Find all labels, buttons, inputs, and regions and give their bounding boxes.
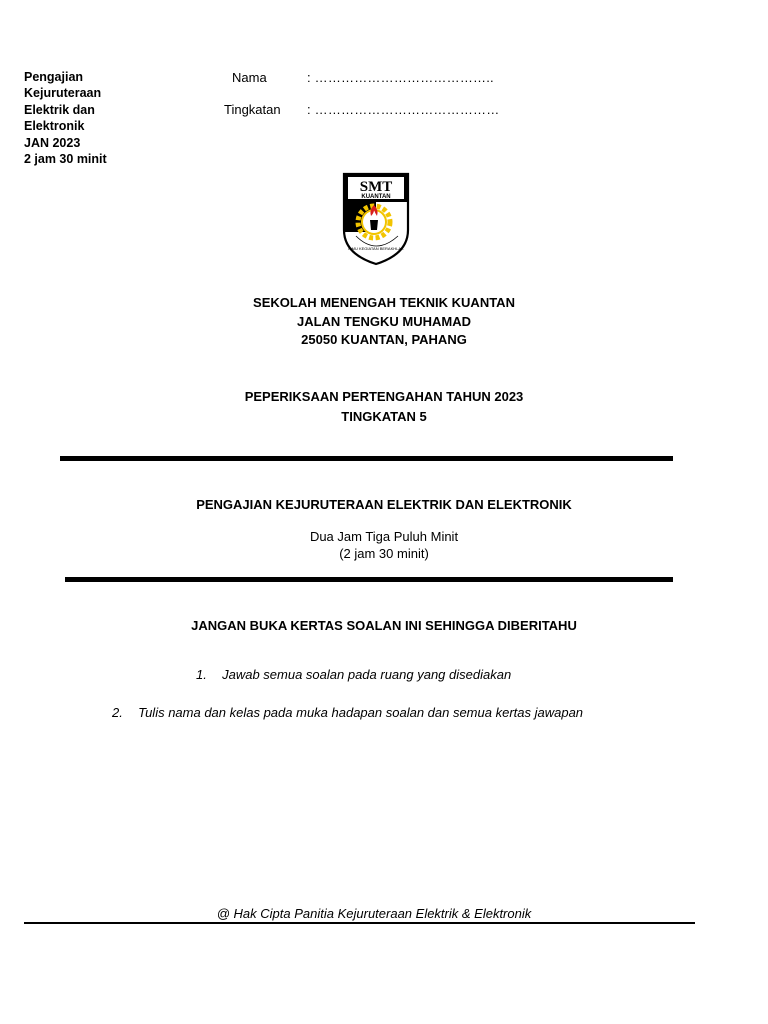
exam-form: TINGKATAN 5 <box>341 409 427 424</box>
school-postcode: 25050 KUANTAN, PAHANG <box>301 332 467 347</box>
instruction-number: 2. <box>112 705 123 720</box>
crest-abbrev: SMT <box>359 179 393 195</box>
school-crest-icon <box>342 172 410 266</box>
form-field[interactable]: : …………………………………… <box>307 102 500 117</box>
subject-line: Kejuruteraan <box>24 86 102 101</box>
subject-duration: 2 jam 30 minit <box>24 152 107 167</box>
book-icon <box>370 220 378 230</box>
copyright-text: @ Hak Cipta Panitia Kejuruteraan Elektrik & Elektronik <box>216 906 532 921</box>
instruction-item <box>112 705 583 720</box>
instruction-item <box>196 667 511 682</box>
subject-info <box>24 69 107 167</box>
subject-line: Elektronik <box>24 119 85 134</box>
exam-title: PEPERIKSAAN PERTENGAHAN TAHUN 2023 <box>244 389 524 404</box>
divider-middle <box>65 577 673 582</box>
school-name: SEKOLAH MENENGAH TEKNIK KUANTAN <box>253 295 515 310</box>
paper-subject: PENGAJIAN KEJURUTERAAN ELEKTRIK DAN ELEKTRONIK <box>196 497 572 512</box>
warning-text: JANGAN BUKA KERTAS SOALAN INI SEHINGGA DIBERITAHU <box>191 618 577 633</box>
crest-motto: ILMU KEGIATAN BERAKHLAK <box>348 246 404 251</box>
crest-town: KUANTAN <box>361 194 391 200</box>
name-field[interactable]: : ………………………………….. <box>307 70 494 85</box>
instruction-number: 1. <box>196 667 207 682</box>
subject-date: JAN 2023 <box>24 135 81 150</box>
divider-top <box>60 456 673 461</box>
subject-line: Pengajian <box>24 70 84 84</box>
instruction-text: Tulis nama dan kelas pada muka hadapan soalan dan semua kertas jawapan <box>138 705 584 720</box>
instruction-text: Jawab semua soalan pada ruang yang disediakan <box>222 667 512 682</box>
name-label: Nama <box>232 70 267 85</box>
school-street: JALAN TENGKU MUHAMAD <box>296 314 472 329</box>
school-crest-svg <box>342 172 410 266</box>
form-label: Tingkatan <box>224 102 281 117</box>
paper-duration-words: Dua Jam Tiga Puluh Minit <box>309 529 459 544</box>
subject-line: Elektrik dan <box>24 102 95 117</box>
paper-duration-numeric: (2 jam 30 minit) <box>339 546 429 561</box>
footer-rule <box>24 922 695 924</box>
